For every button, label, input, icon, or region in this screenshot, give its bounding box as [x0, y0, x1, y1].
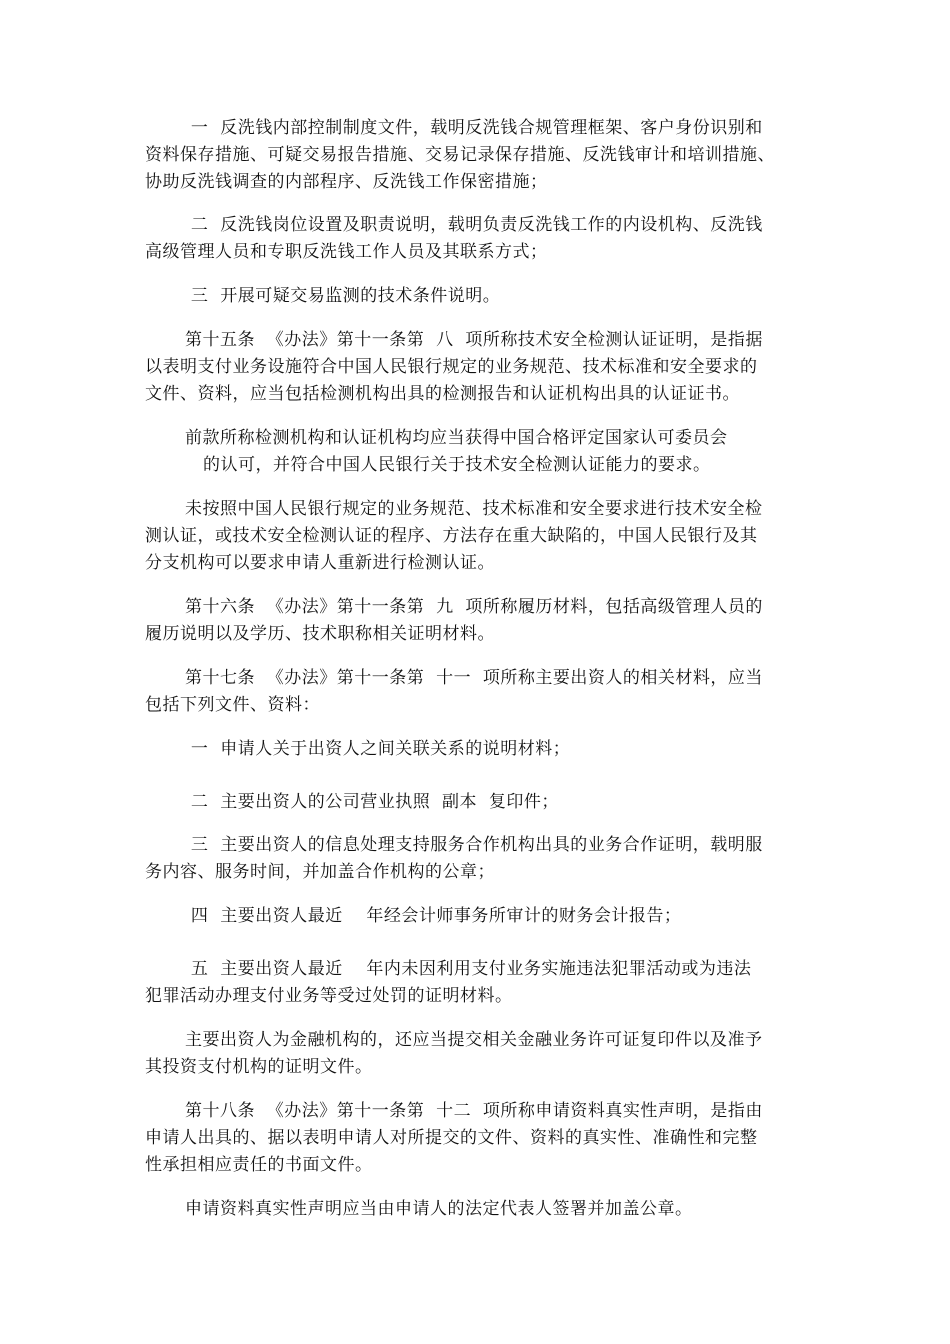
article-17-line-1: 第十七条 《办法》第十一条第 十一 项所称主要出资人的相关材料，应当 — [185, 668, 763, 688]
article-15-line-3: 文件、资料，应当包括检测机构出具的检测报告和认证机构出具的认证证书。 — [145, 384, 740, 404]
item-1-line-1: 一 申请人关于出资人之间关联关系的说明材料； — [185, 739, 571, 759]
item-5-line-1: 五 主要出资人最近 年内未因利用支付业务实施违法犯罪活动或为违法 — [185, 959, 752, 979]
item-4-line-1: 四 主要出资人最近 年经会计师事务所审计的财务会计报告； — [185, 906, 682, 926]
paragraph-14-line-2: 其投资支付机构的证明文件。 — [145, 1057, 373, 1077]
paragraph-5-line-2: 的认可，并符合中国人民银行关于技术安全检测认证能力的要求。 — [203, 455, 711, 475]
paragraph-3-line-1: 三 开展可疑交易监测的技术条件说明。 — [185, 286, 501, 306]
paragraph-2-line-1: 二 反洗钱岗位设置及职责说明，载明负责反洗钱工作的内设机构、反洗钱 — [185, 215, 763, 235]
article-18-line-2: 申请人出具的、据以表明申请人对所提交的文件、资料的真实性、准确性和完整 — [145, 1128, 758, 1148]
article-18-line-3: 性承担相应责任的书面文件。 — [145, 1155, 373, 1175]
item-3-line-2: 务内容、服务时间，并加盖合作机构的公章； — [145, 862, 495, 882]
article-18-line-1: 第十八条 《办法》第十一条第 十二 项所称申请资料真实性声明，是指由 — [185, 1101, 763, 1121]
paragraph-14-line-1: 主要出资人为金融机构的，还应当提交相关金融业务许可证复印件以及准予 — [185, 1030, 763, 1050]
paragraph-1-line-2: 资料保存措施、可疑交易报告措施、交易记录保存措施、反洗钱审计和培训措施、 — [145, 145, 775, 165]
article-15-line-1: 第十五条 《办法》第十一条第 八 项所称技术安全检测认证证明，是指据 — [185, 330, 763, 350]
paragraph-2-line-2: 高级管理人员和专职反洗钱工作人员及其联系方式； — [145, 242, 548, 262]
item-2-line-1: 二 主要出资人的公司营业执照 副本 复印件； — [185, 792, 559, 812]
paragraph-6-line-1: 未按照中国人民银行规定的业务规范、技术标准和安全要求进行技术安全检 — [185, 499, 763, 519]
item-5-line-2: 犯罪活动办理支付业务等受过处罚的证明材料。 — [145, 986, 513, 1006]
article-16-line-1: 第十六条 《办法》第十一条第 九 项所称履历材料，包括高级管理人员的 — [185, 597, 763, 617]
paragraph-1-line-1: 一 反洗钱内部控制制度文件，载明反洗钱合规管理框架、客户身份识别和 — [185, 118, 763, 138]
article-16-line-2: 履历说明以及学历、技术职称相关证明材料。 — [145, 624, 495, 644]
paragraph-5-line-1: 前款所称检测机构和认证机构均应当获得中国合格评定国家认可委员会 — [185, 428, 728, 448]
article-15-line-2: 以表明支付业务设施符合中国人民银行规定的业务规范、技术标准和安全要求的 — [145, 357, 758, 377]
paragraph-6-line-3: 分支机构可以要求申请人重新进行检测认证。 — [145, 553, 495, 573]
article-17-line-2: 包括下列文件、资料： — [145, 695, 320, 715]
item-3-line-1: 三 主要出资人的信息处理支持服务合作机构出具的业务合作证明，载明服 — [185, 835, 763, 855]
paragraph-6-line-2: 测认证，或技术安全检测认证的程序、方法存在重大缺陷的，中国人民银行及其 — [145, 526, 758, 546]
paragraph-1-line-3: 协助反洗钱调查的内部程序、反洗钱工作保密措施； — [145, 172, 548, 192]
paragraph-16-line-1: 申请资料真实性声明应当由申请人的法定代表人签署并加盖公章。 — [185, 1199, 693, 1219]
